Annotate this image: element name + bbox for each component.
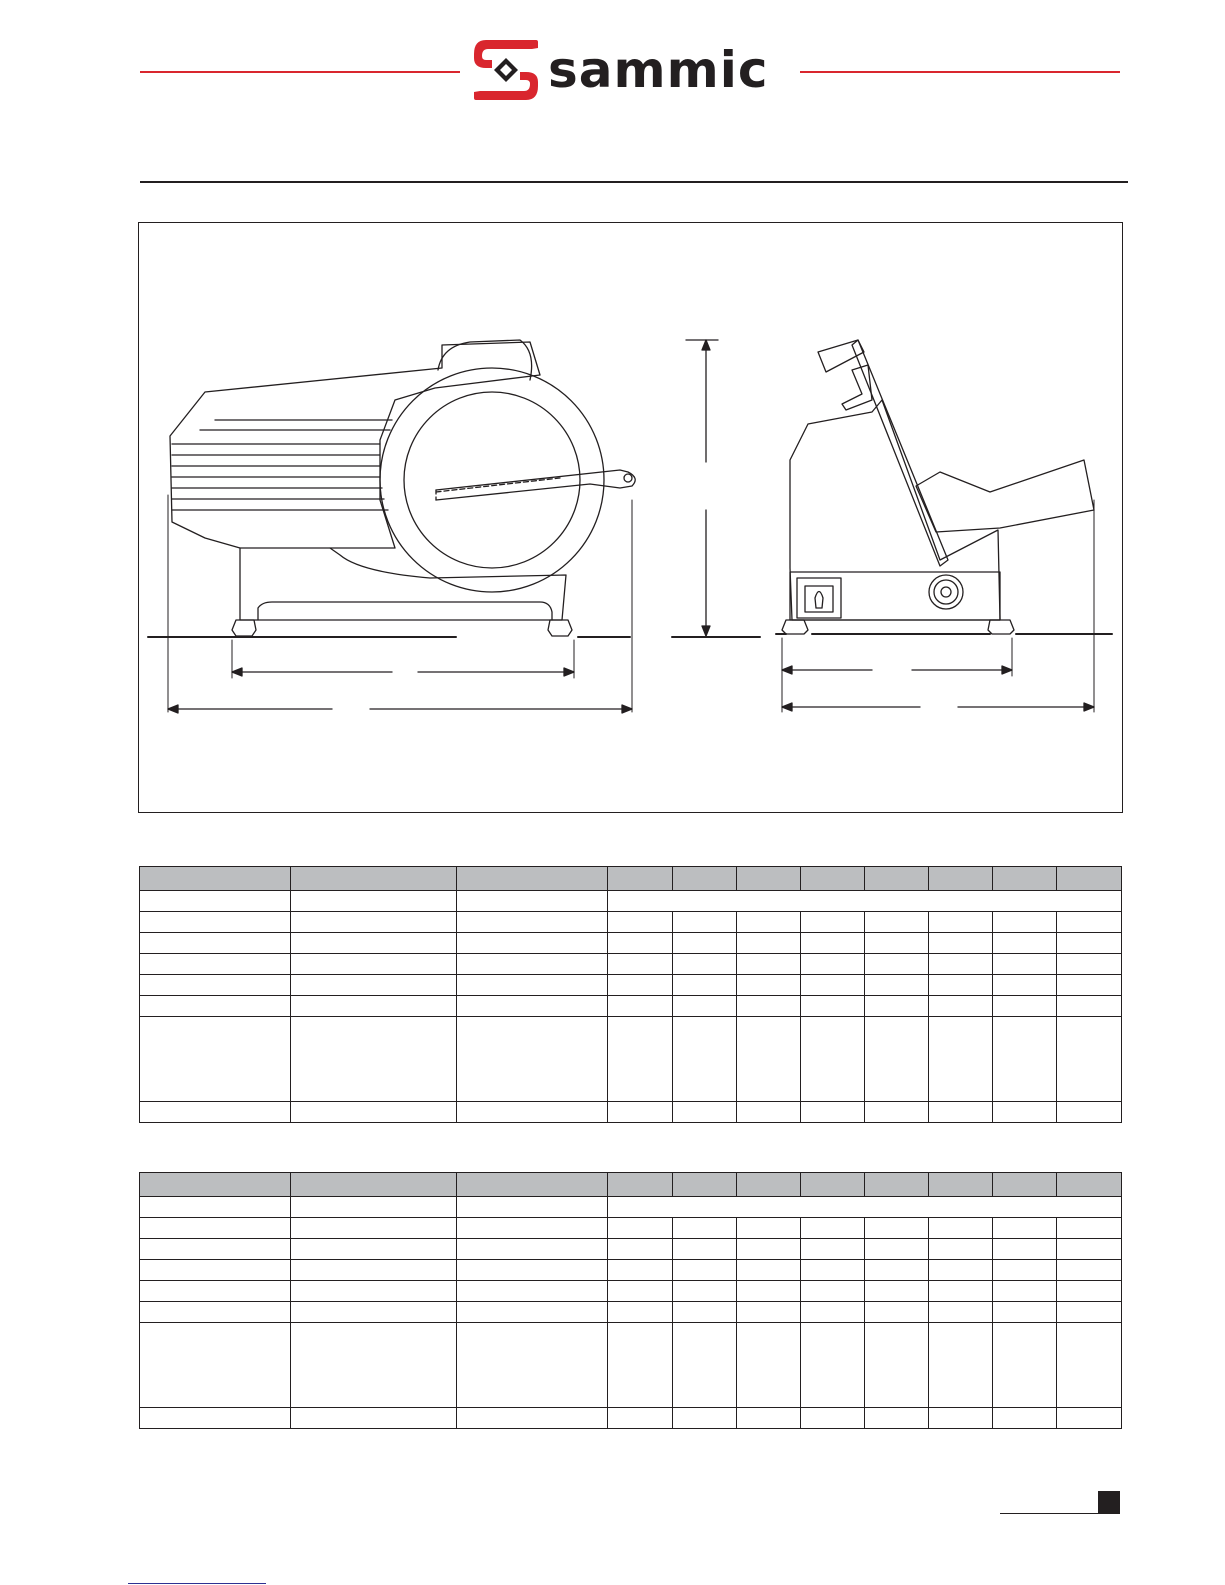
- spec-table-2: [139, 1172, 1122, 1429]
- table-row: [140, 1302, 1122, 1323]
- slicer-front-view: [148, 340, 760, 713]
- table-row: [140, 933, 1122, 954]
- table-row: [140, 1102, 1122, 1123]
- table-row: [140, 996, 1122, 1017]
- table-row: [140, 1281, 1122, 1302]
- slicer-side-view: [776, 340, 1112, 712]
- table-row: [140, 975, 1122, 996]
- table-row: [140, 954, 1122, 975]
- spec-table-1: [139, 866, 1122, 1123]
- page-number-box: [1098, 1491, 1120, 1514]
- table-header-row: [140, 1173, 1122, 1197]
- table-row: [140, 1323, 1122, 1408]
- table-row: [140, 1239, 1122, 1260]
- table-row: [140, 1260, 1122, 1281]
- table-header-row: [140, 867, 1122, 891]
- table-row: [140, 1017, 1122, 1102]
- footer-link-underline[interactable]: [128, 1583, 266, 1584]
- table-row: [140, 1408, 1122, 1429]
- brand-wordmark: sammic: [548, 41, 769, 99]
- table-row: [140, 1197, 1122, 1218]
- table-row: [140, 1218, 1122, 1239]
- footer-rule: [1000, 1513, 1098, 1514]
- table-row: [140, 912, 1122, 933]
- table-row: [140, 891, 1122, 912]
